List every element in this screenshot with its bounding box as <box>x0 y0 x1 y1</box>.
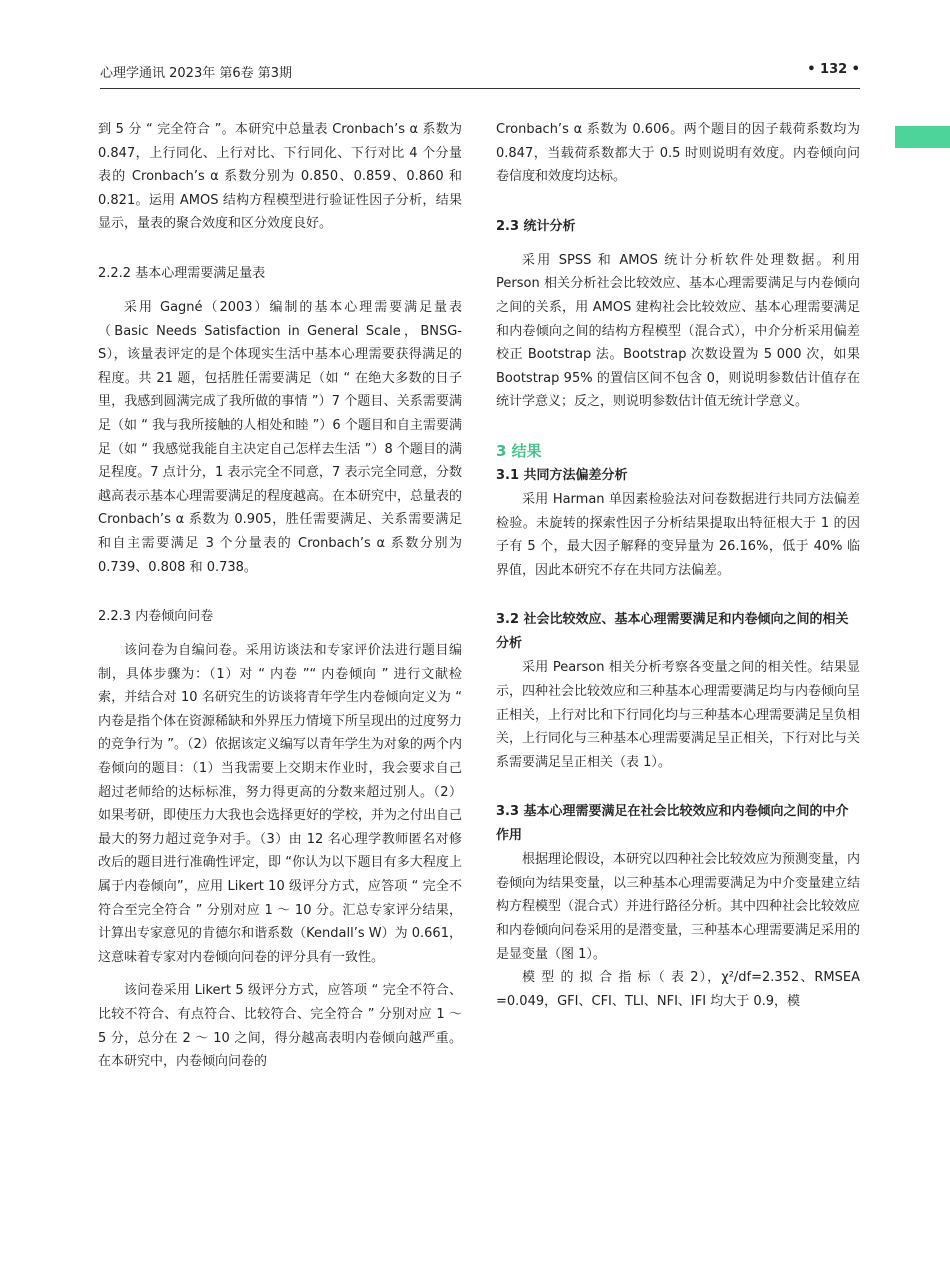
paragraph: 采用 Gagné（2003）编制的基本心理需要满足量表（Basic Needs Satisfaction in General Scale，BNSG-S），该量表评定的是个体现实生活中基本心理需要获得满足的程度。共 21 题，包括胜任需要满足（如 “ 在绝大多数的日子里，我感到圆满完成了我所做的事情 ”）7 个题目、关系需要满足（如 “ 我与我所接触的人相处和睦 ”）6 个题目和自主需要满足（如 “ 我感觉我能自主决定自己怎样去生活 ”）8 个题目的满足程度。7 点计分，1 表示完全不同意，7 表示完全同意，分数越高表示基本心理需要满足的程度越高。在本研究中，总量表的 Cronbach’s α 系数为 0.905，胜任需要满足、关系需要满足和自主需要满足 3 个分量表的 Cronbach’s α 系数分别为 0.739、0.808 和 0.738。 <box>98 299 463 575</box>
section-heading-2-2-3: 2.2.3 内卷倾向问卷 <box>98 609 214 625</box>
page-number: • 132 • <box>807 62 860 77</box>
paragraph: 模 型 的 拟 合 指 标（ 表 2），χ²/df=2.352、RMSEA =0.049，GFI、CFI、TLI、NFI、IFI 均大于 0.9，模 <box>496 970 860 1009</box>
section-heading-3: 3 结果 <box>496 441 542 460</box>
paragraph: 到 5 分 “ 完全符合 ”。本研究中总量表 Cronbach’s α 系数为 0.847，上行同化、上行对比、下行同化、下行对比 4 个分量表的 Cronbach’s α 系数分别为 0.850、0.859、0.860 和 0.821。运用 AMOS 结构方程模型进行验证性因子分析，结果显示，量表的聚合效度和区分效度良好。 <box>98 122 462 232</box>
section-heading-2-3: 2.3 统计分析 <box>496 218 576 234</box>
paragraph: 采用 Pearson 相关分析考察各变量之间的相关性。结果显示，四种社会比较效应和三种基本心理需要满足均与内卷倾向呈正相关，上行对比和下行同化均与三种基本心理需要满足呈负相关，上行同化与三种基本心理需要满足呈正相关，下行对比与关系需要满足呈正相关（表 1）。 <box>496 660 861 770</box>
header-rule <box>100 88 860 89</box>
section-heading-3-2: 3.2 社会比较效应、基本心理需要满足和内卷倾向之间的相关分析 <box>496 612 849 652</box>
paragraph: 采用 SPSS 和 AMOS 统计分析软件处理数据。利用 Person 相关分析社会比较效应、基本心理需要满足与内卷倾向之间的关系，用 AMOS 建构社会比较效应、基本心理需要满足和内卷倾向之间的结构方程模型（混合式），中介分析采用偏差校正 Bootstrap 法。Bootstrap 次数设置为 5 000 次，如果 Bootstrap 95% 的置信区间不包含 0，则说明参数估计值存在统计学意义；反之，则说明参数估计值无统计学意义。 <box>496 252 860 410</box>
paragraph: Cronbach’s α 系数为 0.606。两个题目的因子载荷系数均为 0.847，当载荷系数都大于 0.5 时则说明有效度。内卷倾向问卷信度和效度均达标。 <box>496 122 860 185</box>
running-header <box>100 62 860 84</box>
section-heading-2-2-2: 2.2.2 基本心理需要满足量表 <box>98 265 266 281</box>
paragraph: 该问卷采用 Likert 5 级评分方式，应答项 “ 完全不符合、比较不符合、有点符合、比较符合、完全符合 ” 分别对应 1 ～ 5 分，总分在 2 ～ 10 之间，得分越高表明内卷倾向越严重。在本研究中，内卷倾向问卷的 <box>98 983 462 1070</box>
section-heading-3-1: 3.1 共同方法偏差分析 <box>496 467 628 483</box>
right-column <box>496 118 860 1013</box>
left-column <box>98 118 462 1074</box>
paragraph: 采用 Harman 单因素检验法对问卷数据进行共同方法偏差检验。未旋转的探索性因子分析结果提取出特征根大于 1 的因子有 5 个，最大因子解释的变异量为 26.16%，低于 40% 临界值，因此本研究不存在共同方法偏差。 <box>496 491 860 578</box>
journal-title: 心理学通讯 2023年 第6卷 第3期 <box>100 66 293 81</box>
section-tab-marker <box>895 126 950 148</box>
paragraph: 根据理论假设，本研究以四种社会比较效应为预测变量，内卷倾向为结果变量，以三种基本心理需要满足为中介变量建立结构方程模型（混合式）并进行路径分析。其中四种社会比较效应和内卷倾向问卷采用的是潜变量，三种基本心理需要满足采用的是显变量（图 1）。 <box>496 852 861 962</box>
section-heading-3-3: 3.3 基本心理需要满足在社会比较效应和内卷倾向之间的中介作用 <box>496 804 849 844</box>
paragraph: 该问卷为自编问卷。采用访谈法和专家评价法进行题目编制，具体步骤为：（1）对 “ 内卷 ”“ 内卷倾向 ” 进行文献检索，并结合对 10 名研究生的访谈将青年学生内卷倾向定义为 “ 内卷是指个体在资源稀缺和外界压力情境下所呈现出的过度努力的竞争行为 ”。（2）依据该定义编写以青年学生为对象的两个内卷倾向的题目：（1）当我需要上交期末作业时，我会要求自己超过老师给的达标标准，努力得更高的分数来超过别人。（2）如果考研，即使压力大我也会选择更好的学校，并为之付出自己最大的努力超过竞争对手。（3）由 12 名心理学教师匿名对修改后的题目进行准确性评定，即 “你认为以下题目有多大程度上属于内卷倾向”，应用 Likert 10 级评分方式，应答项 “ 完全不符合至完全符合 ” 分别对应 1 ～ 10 分。汇总专家评分结果，计算出专家意见的肯德尔和谐系数（Kendall’s W）为 0.661，这意味着专家对内卷倾向问卷的评分具有一致性。 <box>98 643 463 965</box>
